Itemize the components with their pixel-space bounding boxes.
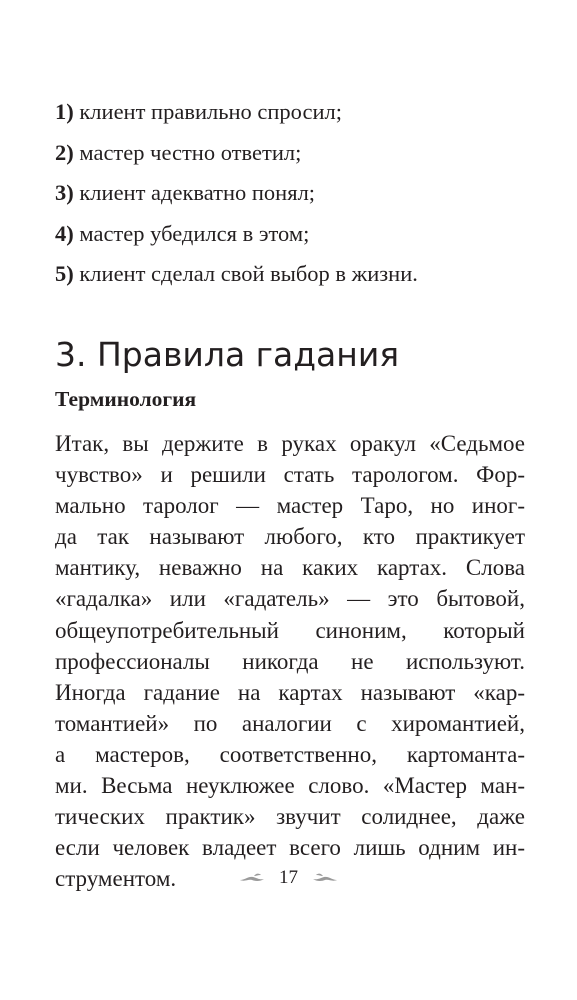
subheading: Терминология [55, 387, 197, 411]
list-item-text: мастер честно ответил; [79, 139, 302, 165]
paragraph-line: тических практик» звучит солиднее, даже [55, 804, 525, 830]
paragraph-line: мально таролог — мастер Таро, но иног- [55, 493, 525, 519]
paragraph-line: томантией» по аналогии с хиромантией, [55, 710, 525, 736]
paragraph-line: профессионалы никогда не используют. [55, 648, 525, 674]
list-item-number: 3) [55, 180, 74, 205]
paragraph-line: ми. Весьма неуклюжее слово. «Мастер ман- [55, 773, 525, 799]
paragraph-line: Иногда гадание на картах называют «кар- [55, 679, 525, 705]
paragraph-line: если человек владеет всего лишь одним ин- [55, 835, 525, 861]
list-item [55, 214, 418, 255]
left-ornament-icon [239, 871, 265, 885]
page-number: 17 [279, 867, 298, 888]
paragraph-line: а мастеров, соответственно, картоманта- [55, 741, 525, 767]
paragraph-line: струментом. [55, 866, 177, 892]
list-item [55, 254, 418, 295]
paragraph-line: чувство» и решили стать тарологом. Фор- [55, 462, 525, 488]
paragraph-line: да так называют любого, кто практикует [55, 524, 525, 550]
list-item-text: клиент адекватно понял; [79, 180, 316, 205]
paragraph-line: мантику, неважно на каких картах. Слова [55, 555, 525, 581]
right-ornament-icon [312, 871, 338, 885]
page-footer [0, 864, 577, 892]
list-item-number: 5) [55, 261, 74, 286]
list-item-text: клиент правильно спросил; [79, 99, 343, 124]
list-item-number: 4) [55, 220, 74, 246]
paragraph-line: «гадалка» или «гадатель» — это бытовой, [55, 586, 525, 612]
list-item-text: клиент сделал свой выбор в жизни. [79, 261, 418, 286]
numbered-list [55, 92, 418, 295]
list-item [55, 92, 418, 133]
list-item [55, 133, 418, 174]
paragraph-line: Итак, вы держите в руках оракул «Седьмое [55, 431, 525, 456]
list-item-number: 2) [55, 139, 74, 165]
body-paragraph [55, 428, 525, 894]
paragraph-line: общеупотребительный синоним, который [55, 617, 525, 643]
section-title: 3. Правила гадания [55, 335, 400, 374]
list-item-number: 1) [55, 99, 74, 124]
list-item [55, 173, 418, 214]
list-item-text: мастер убедился в этом; [79, 220, 310, 246]
